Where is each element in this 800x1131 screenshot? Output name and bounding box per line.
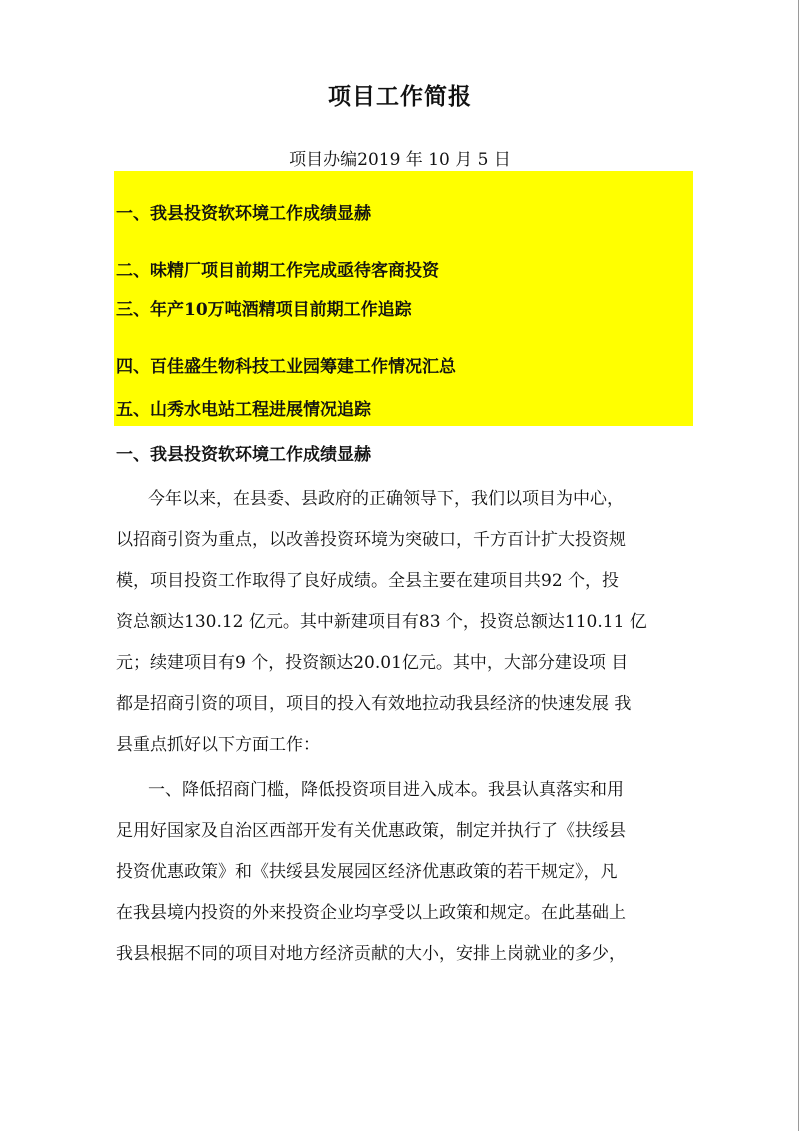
paragraph-line: 我县根据不同的项目对地方经济贡献的大小，安排上岗就业的多少， bbox=[116, 944, 626, 964]
paragraph-line: 足用好国家及自治区西部开发有关优惠政策，制定并执行了《扶绥县 bbox=[116, 821, 626, 841]
paragraph-line: 元；续建项目有9 个，投资额达20.01亿元。其中，大部分建设项 目 bbox=[116, 653, 629, 673]
paragraph-line: 资总额达130.12 亿元。其中新建项目有83 个，投资总额达110.11 亿 bbox=[116, 612, 647, 632]
section-heading: 一、我县投资软环境工作成绩显赫 bbox=[116, 445, 371, 465]
paragraph-line: 投资优惠政策》和《扶绥县发展园区经济优惠政策的若干规定》，凡 bbox=[116, 862, 618, 882]
paragraph-line: 模，项目投资工作取得了良好成绩。全县主要在建项目共92 个，投 bbox=[116, 571, 620, 591]
document-meta: 项目办编2019 年 10 月 5 日 bbox=[289, 150, 511, 170]
toc-item: 二、味精厂项目前期工作完成亟待客商投资 bbox=[116, 261, 439, 281]
document-title: 项目工作简报 bbox=[328, 83, 472, 110]
paragraph-line: 县重点抓好以下方面工作： bbox=[116, 735, 320, 755]
toc-item: 四、百佳盛生物科技工业园筹建工作情况汇总 bbox=[116, 357, 456, 377]
toc-item: 三、年产10万吨酒精项目前期工作追踪 bbox=[116, 300, 412, 320]
toc-item: 五、山秀水电站工程进展情况追踪 bbox=[116, 400, 371, 420]
toc-highlight-block bbox=[114, 171, 693, 426]
paragraph-line: 都是招商引资的项目，项目的投入有效地拉动我县经济的快速发展 我 bbox=[116, 694, 632, 714]
paragraph-line: 一、降低招商门槛，降低投资项目进入成本。我县认真落实和用 bbox=[148, 780, 624, 800]
paragraph-line: 今年以来，在县委、县政府的正确领导下，我们以项目为中心， bbox=[148, 489, 624, 509]
paragraph-line: 在我县境内投资的外来投资企业均享受以上政策和规定。在此基础上 bbox=[116, 903, 626, 923]
paragraph-line: 以招商引资为重点，以改善投资环境为突破口，千方百计扩大投资规 bbox=[116, 530, 626, 550]
toc-item: 一、我县投资软环境工作成绩显赫 bbox=[116, 204, 371, 224]
